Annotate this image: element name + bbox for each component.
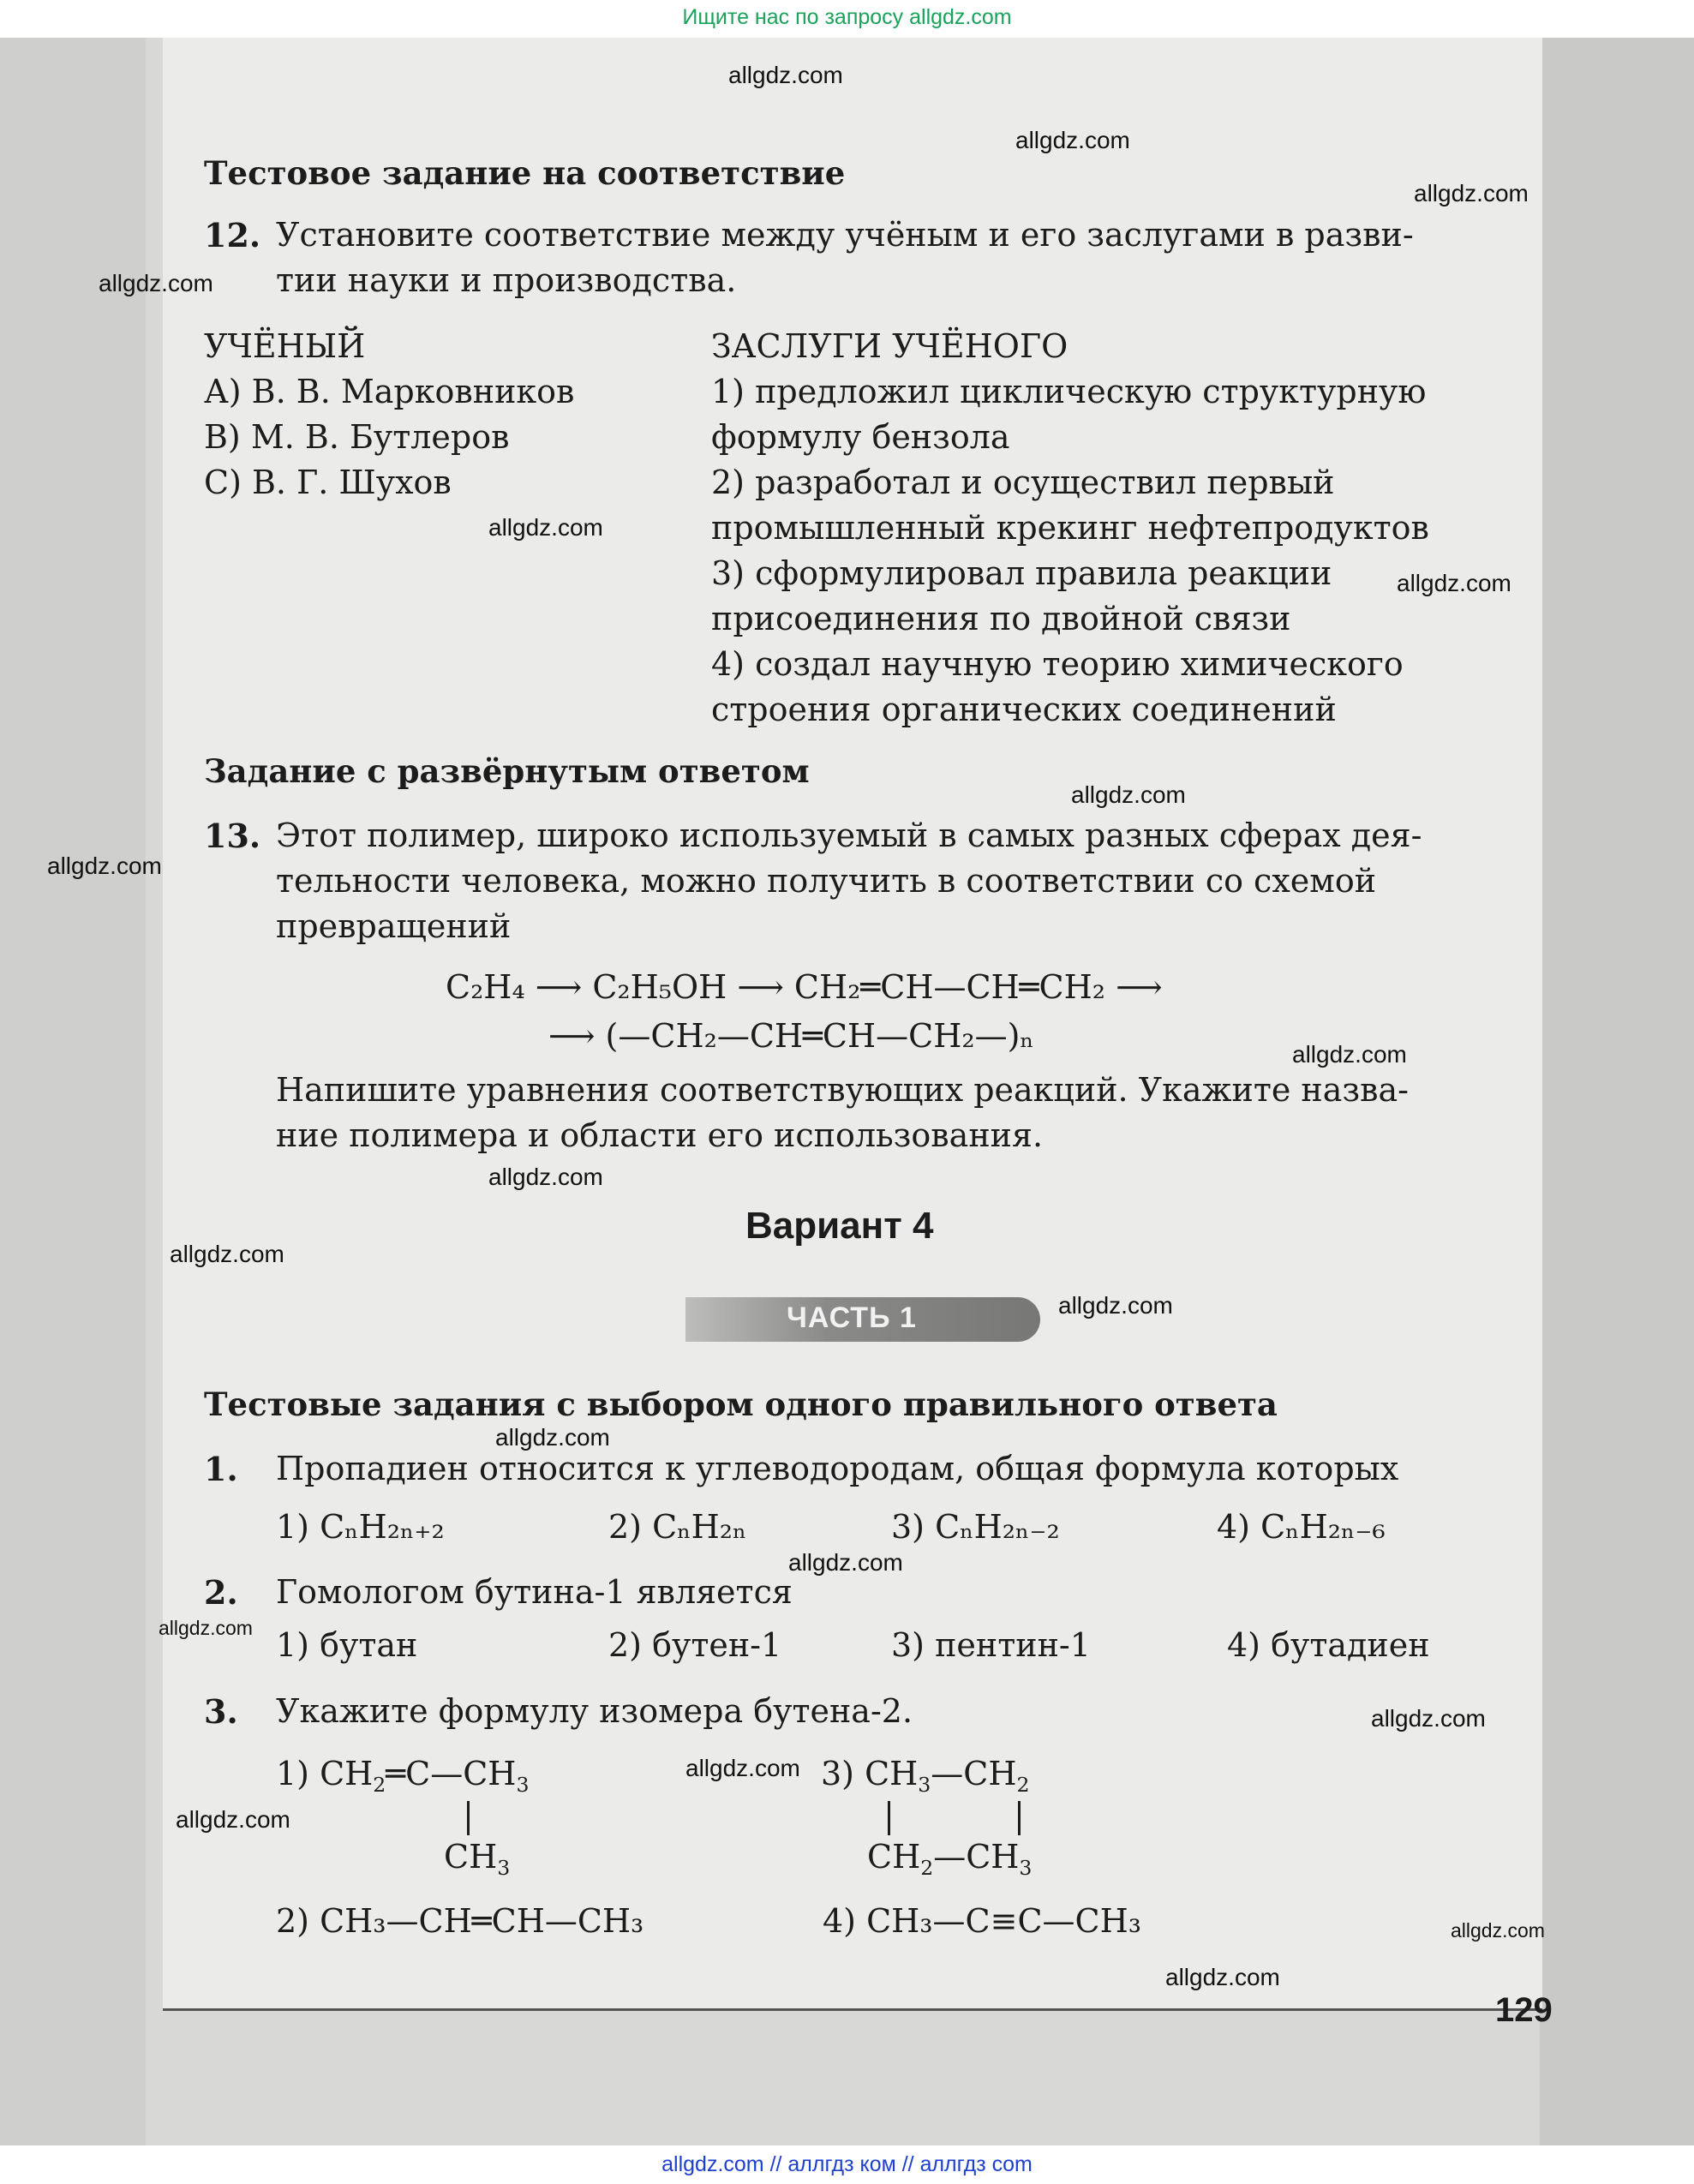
- watermark-text: allgdz.com: [488, 514, 603, 541]
- formula-text: 1) $CH_2═C—CH_3$: [276, 1755, 530, 1798]
- task-13-instruction: Напишите уравнения соответствующих реакций. Укажите назва-: [276, 1071, 1410, 1109]
- section-heading-choice: Тестовые задания с выбором одного правильного ответа: [204, 1385, 1278, 1423]
- watermark-text: allgdz.com: [1414, 180, 1529, 206]
- watermark-text: allgdz.com: [1371, 1705, 1486, 1732]
- question-2-option-4: 4) бутадиен: [1227, 1626, 1430, 1664]
- question-2-number: 2.: [204, 1573, 238, 1612]
- formula-bond: [467, 1801, 470, 1835]
- task-12-number: 12.: [204, 216, 261, 254]
- top-banner: [0, 0, 1694, 38]
- question-1-text: Пропадиен относится к углеводородам, общая формула которых: [276, 1450, 1399, 1487]
- watermark-text: allgdz.com: [1397, 570, 1511, 596]
- watermark-text: allgdz.com: [1058, 1292, 1173, 1319]
- question-1-option-3: 3) CₙH₂ₙ₋₂: [891, 1508, 1060, 1546]
- question-1-option-2: 2) CₙH₂ₙ: [608, 1508, 747, 1546]
- reaction-scheme-line-2: ⟶ (—CH₂—CH═CH—CH₂—)ₙ: [548, 1017, 1034, 1055]
- task-13-line: тельности человека, можно получить в соответствии со схемой: [276, 862, 1377, 900]
- column-header-scientist: УЧЁНЫЙ: [204, 327, 366, 365]
- bottom-banner: [0, 2145, 1694, 2184]
- merit-line: 4) создал научную теорию химического: [711, 645, 1404, 683]
- question-3-number: 3.: [204, 1692, 238, 1731]
- question-1-option-1: 1) CₙH₂ₙ₊₂: [276, 1508, 445, 1546]
- question-3-option-2: 2) CH₃—CH═CH—CH₃: [276, 1902, 644, 1940]
- question-3-option-4: 4) CH₃—C≡C—CH₃: [823, 1902, 1141, 1940]
- task-13-instruction: ние полимера и области его использования.: [276, 1116, 1044, 1154]
- question-2-option-1: 1) бутан: [276, 1626, 418, 1664]
- watermark-text: allgdz.com: [488, 1164, 603, 1190]
- watermark-text: allgdz.com: [728, 62, 843, 88]
- scientist-a: А) В. В. Марковников: [204, 373, 575, 410]
- watermark-text: allgdz.com: [47, 853, 162, 879]
- section-heading-matching: Тестовое задание на соответствие: [204, 154, 846, 192]
- task-13-number: 13.: [204, 817, 261, 855]
- merit-line: промышленный крекинг нефтепродуктов: [711, 509, 1429, 547]
- watermark-text: allgdz.com: [788, 1549, 903, 1576]
- section-heading-extended: Задание с развёрнутым ответом: [204, 752, 810, 790]
- watermark-text: allgdz.com: [1165, 1964, 1280, 1990]
- watermark-text: allgdz.com: [176, 1806, 290, 1833]
- watermark-text: allgdz.com: [1015, 127, 1130, 153]
- formula-text: 3) $CH_3—CH_2$: [821, 1755, 1030, 1798]
- question-2-option-3: 3) пентин-1: [891, 1626, 1091, 1664]
- watermark-text: allgdz.com: [1292, 1041, 1407, 1068]
- merit-line: строения органических соединений: [711, 691, 1337, 728]
- task-13-line: превращений: [276, 907, 512, 945]
- question-1-number: 1.: [204, 1450, 238, 1488]
- watermark-text: allgdz.com: [685, 1755, 800, 1781]
- formula-bond: [1018, 1801, 1021, 1835]
- scientist-c: С) В. Г. Шухов: [204, 464, 452, 501]
- part-label: ЧАСТЬ 1: [787, 1301, 917, 1334]
- merit-line: 3) сформулировал правила реакции: [711, 554, 1332, 592]
- question-2-option-2: 2) бутен-1: [608, 1626, 782, 1664]
- formula-bond: [888, 1801, 890, 1835]
- task-13-line: Этот полимер, широко используемый в самых разных сферах дея-: [276, 817, 1422, 854]
- watermark-text: allgdz.com: [1451, 1919, 1545, 1942]
- merit-line: присоединения по двойной связи: [711, 600, 1291, 637]
- watermark-text: allgdz.com: [159, 1617, 253, 1639]
- variant-title: Вариант 4: [745, 1205, 934, 1247]
- top-banner-link[interactable]: Ищите нас по запросу allgdz.com: [682, 5, 1012, 29]
- question-1-option-4: 4) CₙH₂ₙ₋₆: [1217, 1508, 1386, 1546]
- merit-line: 2) разработал и осуществил первый: [711, 464, 1335, 501]
- question-3-text: Укажите формулу изомера бутена-2.: [276, 1692, 913, 1730]
- watermark-text: allgdz.com: [1071, 781, 1186, 808]
- reaction-scheme-line-1: C₂H₄ ⟶ C₂H₅OH ⟶ CH₂═CH—CH═CH₂ ⟶: [446, 968, 1163, 1006]
- formula-text: $CH_2—CH_3$: [867, 1838, 1033, 1881]
- page-number: 129: [1495, 1991, 1553, 2029]
- question-2-text: Гомологом бутина-1 является: [276, 1573, 793, 1611]
- scientist-b: В) М. В. Бутлеров: [204, 418, 510, 456]
- task-12-line-2: тии науки и производства.: [276, 261, 737, 299]
- formula-text: $CH_3$: [444, 1838, 511, 1881]
- watermark-text: allgdz.com: [170, 1241, 284, 1267]
- right-page-edge: [1540, 38, 1694, 2145]
- left-page-edge: [0, 38, 146, 2145]
- task-12-line-1: Установите соответствие между учёным и его заслугами в разви-: [276, 216, 1414, 254]
- merit-line: 1) предложил циклическую структурную: [711, 373, 1427, 410]
- bottom-banner-link[interactable]: allgdz.com // аллгдз ком // аллгдз com: [661, 2152, 1033, 2176]
- watermark-text: allgdz.com: [495, 1424, 610, 1451]
- column-header-merits: ЗАСЛУГИ УЧЁНОГО: [711, 327, 1068, 365]
- watermark-text: allgdz.com: [99, 270, 213, 296]
- merit-line: формулу бензола: [711, 418, 1010, 456]
